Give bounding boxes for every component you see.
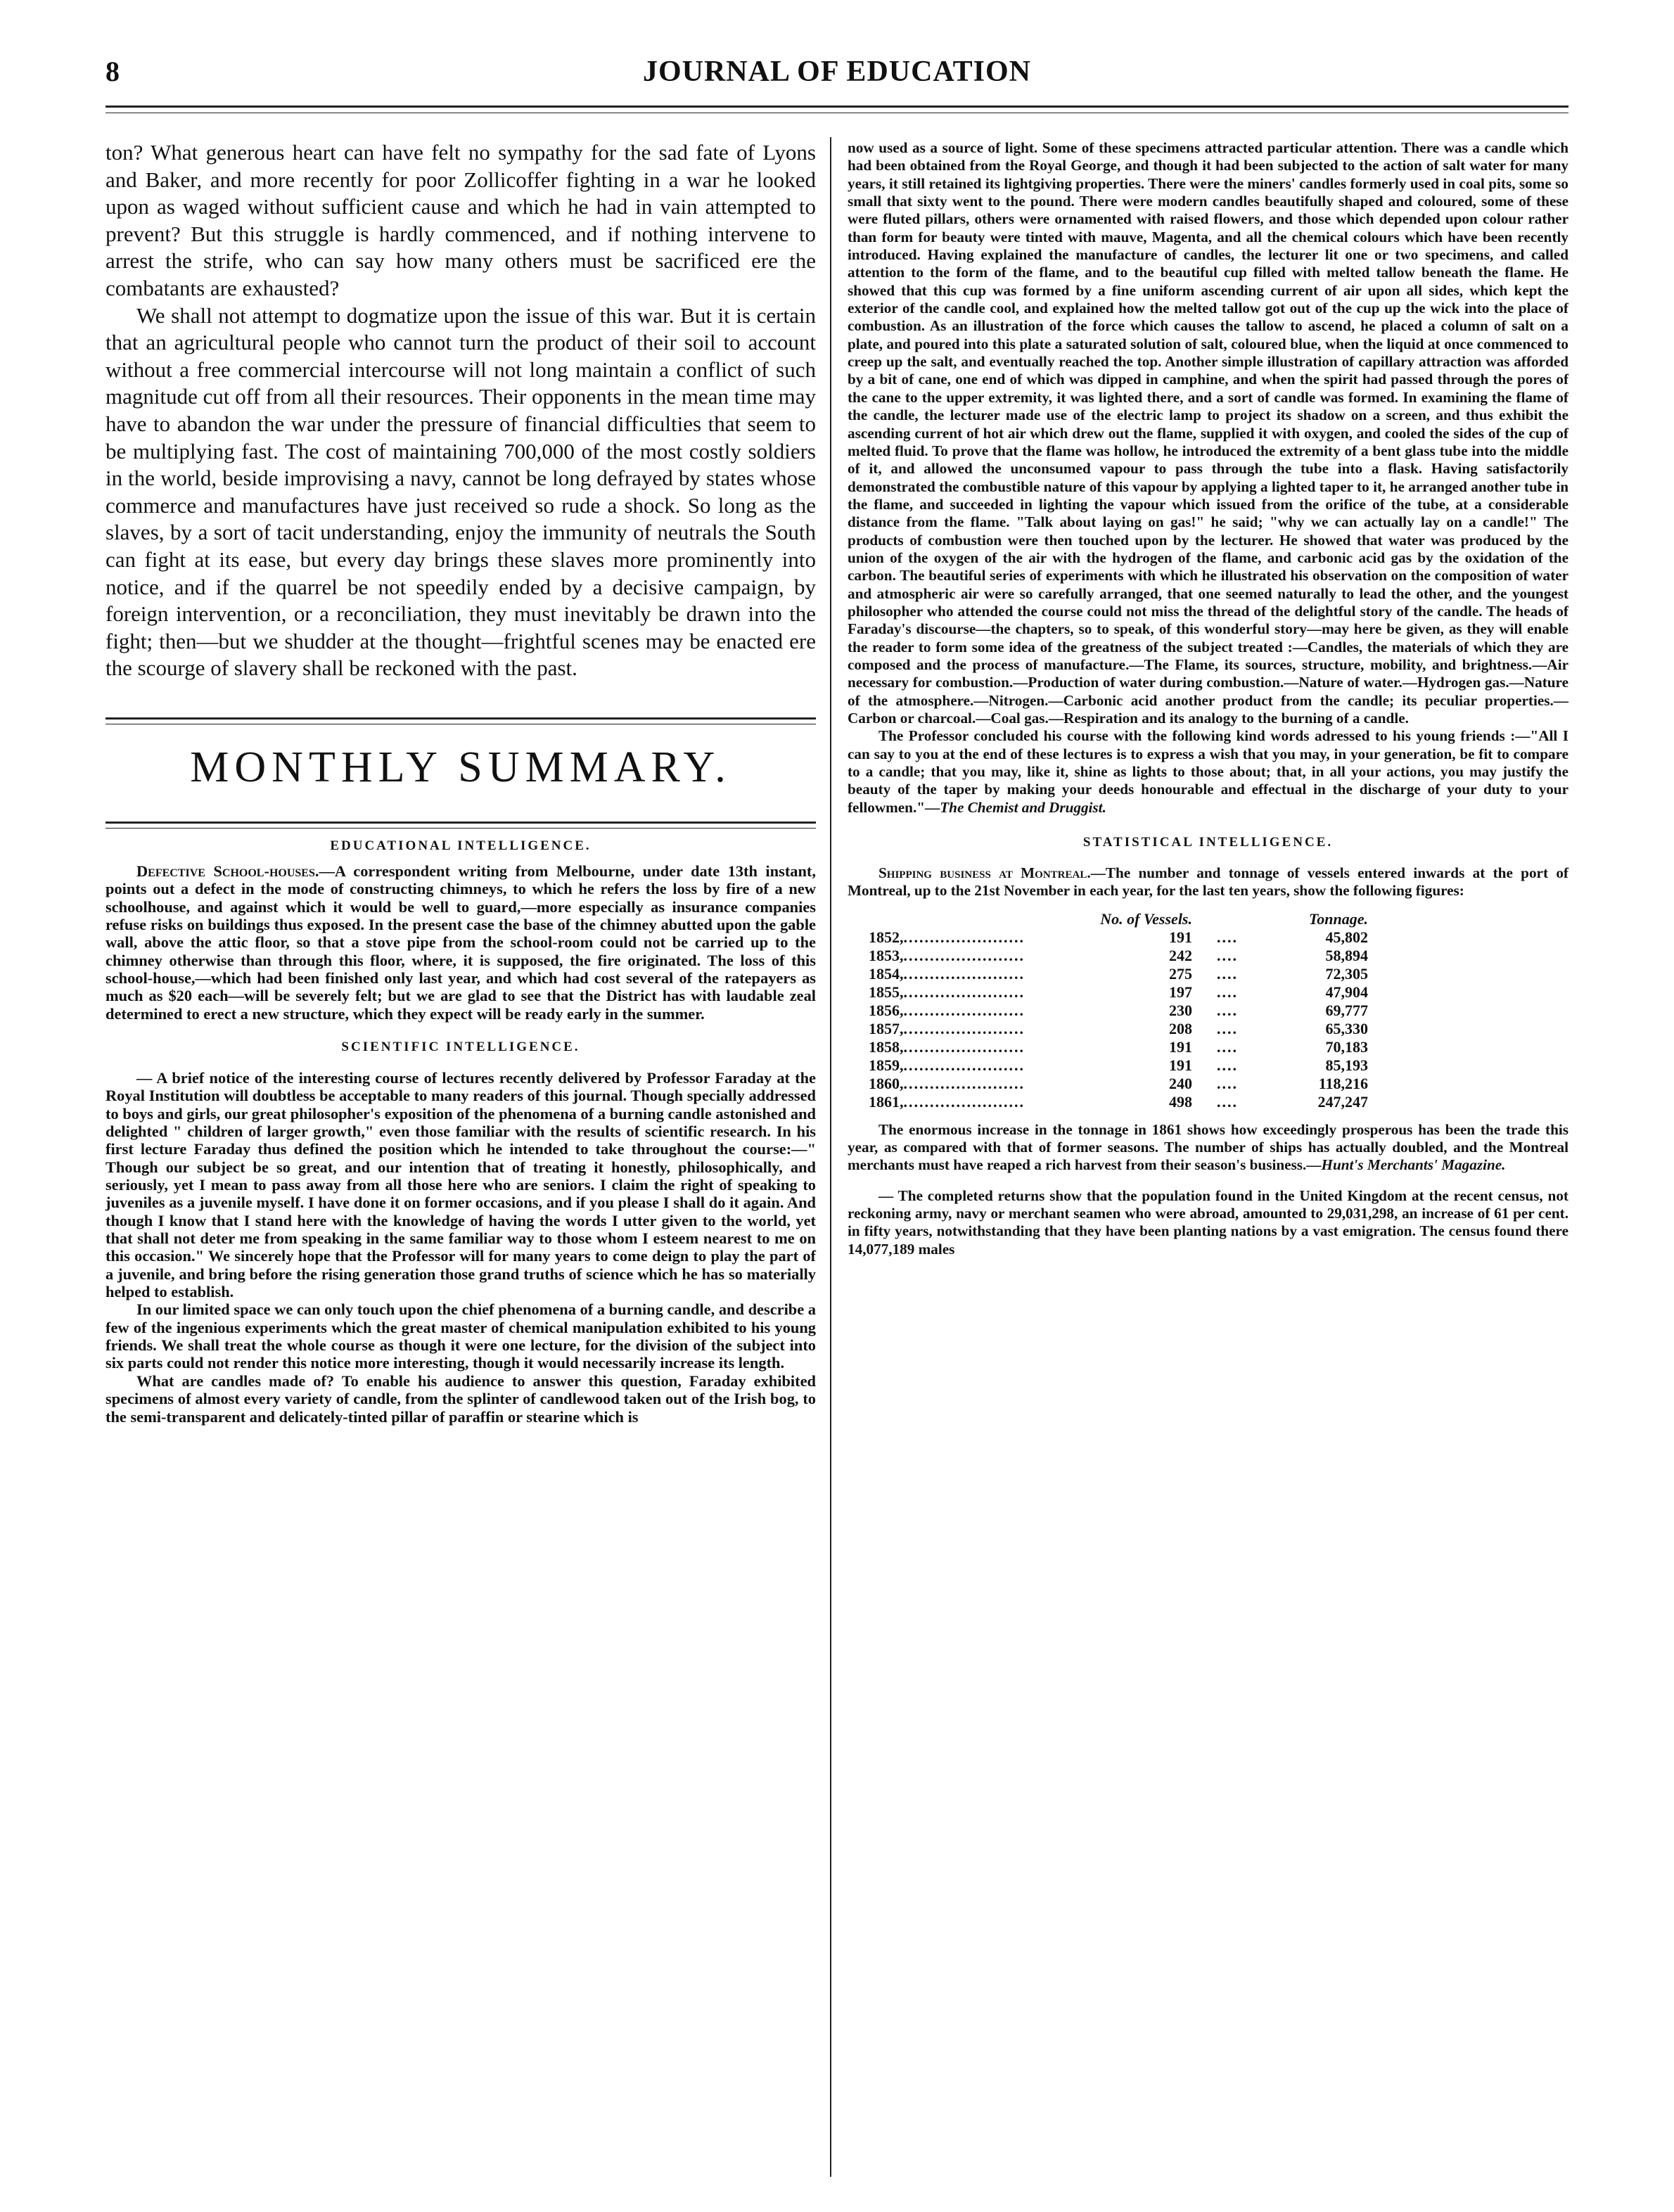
statistical-article (848, 864, 1568, 900)
shipping-row (869, 1056, 1368, 1075)
leader-dots: ....................... (903, 1056, 1025, 1074)
row-vessels: 242 (1169, 946, 1192, 964)
scientific-heading: SCIENTIFIC INTELLIGENCE. (341, 1039, 580, 1054)
census-paragraph: — The completed returns show that the population found in the United Kingdom at the recent census, not reckoning army, navy or merchant seamen who were abroad, amounted to 29,031,298, an increase of 61 per cent. in fifty years, notwithstanding that they have been planting nations by a vast emigration. The census found there 14,077,189 males (848, 1187, 1568, 1258)
leader-dots: ....................... (903, 964, 1025, 983)
leader-dots: ....................... (903, 1092, 1025, 1111)
row-sep: .... (1217, 1037, 1238, 1056)
row-tonnage: 85,193 (1325, 1056, 1368, 1074)
scientific-paragraph-3: What are candles made of? To enable his audience to answer this question, Faraday exhibited specimens of almost every variety of candle, from the splinter of candlewood taken out of the Irish bog, to the semi-transparent and delicately-tinted pillar of paraffin or stearine which is (106, 1372, 816, 1426)
leader-dots: ....................... (903, 1001, 1025, 1019)
section-title: MONTHLY SUMMARY. (190, 743, 731, 791)
right-column (848, 139, 1568, 1258)
faraday-continued (848, 139, 1568, 817)
row-year: 1852, (869, 928, 904, 946)
war-article (106, 139, 816, 682)
section-rule-bottom (106, 821, 816, 829)
shipping-row (869, 1002, 1368, 1020)
faraday-closing-text: The Professor concluded his course with the following kind words adressed to his young friends :—"All I can say to you at the end of these lectures is to express a wish that you may, in your generation, be fit to compare to a candle; that you may, like it, shine as lights to those about; that, in all your actions, you may justify the beauty of the taper by making your deeds honourable and effectual in the discharge of your duty to your fellowmen."— (848, 727, 1568, 816)
leader-dots: ....................... (903, 928, 1025, 946)
educational-text: —A correspondent writing from Melbourne, under date 13th instant, points out a defect in the mode of constructing chimneys, to which he refers the loss by fire of a new schoolhouse, and against which it would be well to guard,—more especially as insurance companies refuse risks on buildings thus exposed. In the present case the base of the chimney abutted upon the gable wall, above the attic floor, so that a stove pipe from the school-room could not be carried up to the chimney otherwise than through this floor, where, it is supposed, the fire originated. The loss of this school-house,—which had been finished only last year, and which had cost several of the ratepayers as much as $20 each—will be severely felt; but we are glad to see that the District has with laudable zeal determined to erect a new structure, which they expect will be ready early in the summer. (106, 862, 816, 1023)
war-paragraph-2: We shall not attempt to dogmatize upon the issue of this war. But it is certain that an agricultural people who cannot turn the product of their soil to account without a free commercial intercourse will not long maintain a conflict of such magnitude cut off from all their resources. Their opponents in the mean time may have to abandon the war under the pressure of financial difficulties that seem to be multiplying fast. The cost of maintaining 700,000 of the most costly soldiers in the world, beside improvising a navy, cannot be long defrayed by states whose commerce and manufactures have just received so rude a shock. So long as the slaves, by a sort of tacit understanding, enjoy the immunity of neutrals the South can fight at its ease, but every day brings these slaves more prominently into notice, and if the quarrel be not speedily ended by a decisive campaign, by foreign intervention, or a reconciliation, they must inevitably be drawn into the fight; then—but we shudder at the thought—frightful scenes may be enacted ere the scourge of slavery shall be reckoned with the past. (106, 302, 816, 681)
shipping-row (869, 1038, 1368, 1056)
row-tonnage: 58,894 (1325, 946, 1368, 964)
header-rule (106, 106, 1568, 108)
row-vessels: 240 (1169, 1074, 1192, 1092)
col-header-vessels: No. of Vessels. (1100, 909, 1192, 928)
war-paragraph-1: ton? What generous heart can have felt no sympathy for the sad fate of Lyons and Baker, and more recently for poor Zollicoffer fighting in a war he looked upon as waged without sufficient cause and which he had in vain attempted to prevent? But this struggle is hardly commenced, and if nothing intervene to arrest the strife, who can say how many others must be sacrificed ere the combatants are exhausted? (106, 140, 816, 300)
row-sep: .... (1217, 946, 1238, 964)
row-sep: .... (1217, 1074, 1238, 1092)
row-sep: .... (1217, 1056, 1238, 1074)
col-header-tonnage: Tonnage. (1308, 909, 1368, 928)
shipping-table-body (869, 928, 1368, 1111)
leader-dots: ....................... (903, 1037, 1025, 1056)
row-year: 1860, (869, 1074, 904, 1092)
running-title: JOURNAL OF EDUCATION (642, 56, 1032, 88)
row-tonnage: 45,802 (1325, 928, 1368, 946)
row-sep: .... (1217, 983, 1238, 1001)
scientific-paragraph-2: In our limited space we can only touch upon the chief phenomena of a burning candle, and describe a few of the ingenious experiments which the great master of chemical manipulation exhibited to his young friends. We shall treat the whole course as though it were one lecture, for the division of the subject into six parts could not render this notice more interesting, though it would necessarily increase its length. (106, 1300, 816, 1372)
row-year: 1857, (869, 1019, 904, 1037)
shipping-intro-text: —The number and tonnage of vessels entered inwards at the port of Montreal, up to the 21st November in each year, for the last ten years, show the following figures: (848, 864, 1568, 900)
shipping-table-header (869, 910, 1368, 928)
row-year: 1861, (869, 1092, 904, 1111)
row-sep: .... (1217, 1019, 1238, 1037)
row-year: 1856, (869, 1001, 904, 1019)
page-number: 8 (106, 56, 120, 87)
faraday-continued-paragraph: now used as a source of light. Some of these specimens attracted particular attention. There was a candle which had been obtained from the Royal George, and though it had been subjected to the action of salt water for many years, it still retained its lightgiving properties. There were the miners' candles formerly used in coal pits, some so small that sixty went to the pound. There were modern candles beautifully shaped and coloured, some of these were fluted pillars, others were ornamented with raised flowers, and those which depended upon colour rather than form for beauty were tinted with mauve, Magenta, and all the chemical colours which have been recently introduced. Having explained the manufacture of candles, the lecturer lit one or two specimens, and called attention to the form of the flame, and to the beautiful cup filled with melted tallow beneath the flame. He showed that this cup was formed by a fine uniform ascending current of air upon all sides, which kept the exterior of the candle cool, and explained how the melted tallow got out of the cup up the wick into the place of combustion. As an illustration of the force which causes the tallow to ascend, he placed a column of salt on a plate, and poured into this plate a saturated solution of salt, coloured blue, when the liquid at once commenced to creep up the salt, and eventually reached the top. Another simple illustration of capillary attraction was afforded by a bit of cane, one end of which was dipped in camphine, and when the spirit had passed through the pores of the cane to the upper extremity, it was lighted there, and a sort of candle was formed. In examining the flame of the candle, the lecturer made use of the electric lamp to project its shadow on a screen, and thus exhibit the ascending current of hot air which drew out the flame, supplied it with oxygen, and cooled the sides of the cup of melted fluid. To prove that the flame was hollow, he introduced the extremity of a bent glass tube into the middle of it, and allowed the unconsumed vapour to pass through the tube into a flask. Having satisfactorily demonstrated the combustible nature of this vapour by applying a lighted taper to it, he arranged another tube in the flame, and succeeded in lighting the vapour which issued from the orifice of the tube, at a considerable distance from the flame. "Talk about laying on gas!" he said; "why we can actually lay on a candle!" The products of combustion were then touched upon by the lecturer. He showed that water was produced by the union of the oxygen of the air with the hydrogen of the flame, and carbonic acid gas by the oxidation of the carbon. The beautiful series of experiments with which he illustrated his observation on the composition of water and atmospheric air were so carefully arranged, that one seemed naturally to lead the other, and the youngest philosopher who attended the course could not miss the thread of the delightful story of the candle. The heads of Faraday's discourse—the chapters, so to speak, of this wonderful story—may here be given, as they will enable the reader to form some idea of the greatness of the subject treated :—Candles, the materials of which they are composed and the process of manufacture.—The Flame, its sources, structure, mobility, and brightness.—Air necessary for combustion.—Production of water during combustion.—Nature of water.—Hydrogen gas.—Nature of the atmosphere.—Nitrogen.—Carbonic acid another product from the candle; its peculiar properties.—Carbon or charcoal.—Coal gas.—Respiration and its analogy to the burning of a candle. (848, 139, 1568, 727)
shipping-analysis-text: The enormous increase in the tonnage in 1861 shows how exceedingly prosperous has been the trade this year, as compared with that of former seasons. The number of ships has actually doubled, and the Montreal merchants must have reaped a rich harvest from their season's business.— (848, 1120, 1568, 1174)
shipping-row (869, 1093, 1368, 1111)
row-vessels: 191 (1169, 1056, 1192, 1074)
row-year: 1853, (869, 946, 904, 964)
section-rule-top (106, 717, 816, 724)
shipping-row (869, 1020, 1368, 1038)
shipping-intro (848, 864, 1568, 900)
shipping-row (869, 983, 1368, 1002)
scientific-paragraph-1: — A brief notice of the interesting course of lectures recently delivered by Professor Faraday at the Royal Institution will doubtless be acceptable to many readers of this journal. Though specially addressed to boys and girls, our great philosopher's exposition of the phenomena of a burning candle astonished and delighted " children of larger growth," even those familiar with the results of scientific research. In his first lecture Faraday thus defined the position which he intended to take throughout the course:—" Though our subject be so great, and our intention that of treating it honestly, philosophically, and seriously, yet I mean to pass away from all those here who are seniors. I claim the right of speaking to juveniles as a juvenile myself. I have done it on former occasions, and if you please I shall do it again. And though I know that I stand here with the knowledge of having the words I utter given to the world, yet that shall not deter me from speaking in the same familiar way to those whom I esteem nearest to me on this occasion." We sincerely hope that the Professor will for many years to come deign to play the part of a juvenile, and bring before the rising generation those grand truths of science which he has so materially helped to establish. (106, 1068, 816, 1301)
row-year: 1855, (869, 983, 904, 1001)
faraday-closing-paragraph (848, 727, 1568, 817)
scientific-article (106, 1069, 816, 1426)
row-vessels: 208 (1169, 1019, 1192, 1037)
leader-dots: ....................... (903, 946, 1025, 964)
row-sep: .... (1217, 964, 1238, 983)
row-tonnage: 247,247 (1317, 1092, 1368, 1111)
row-year: 1854, (869, 964, 904, 983)
row-tonnage: 118,216 (1318, 1074, 1368, 1092)
shipping-analysis-paragraph (848, 1121, 1568, 1175)
row-vessels: 191 (1169, 928, 1192, 946)
shipping-table (869, 910, 1368, 1111)
faraday-closing-source: The Chemist and Druggist. (940, 798, 1106, 816)
statistical-heading: STATISTICAL INTELLIGENCE. (1082, 835, 1334, 850)
row-vessels: 275 (1169, 964, 1192, 983)
row-year: 1859, (869, 1056, 904, 1074)
left-column (106, 139, 816, 1426)
shipping-analysis-source: Hunt's Merchants' Magazine. (1321, 1156, 1506, 1174)
row-year: 1858, (869, 1037, 904, 1056)
row-vessels: 191 (1169, 1037, 1192, 1056)
shipping-row (869, 928, 1368, 947)
row-sep: .... (1217, 928, 1238, 946)
row-vessels: 498 (1169, 1092, 1192, 1111)
shipping-row (869, 1075, 1368, 1093)
row-tonnage: 65,330 (1325, 1019, 1368, 1037)
shipping-row (869, 965, 1368, 983)
row-sep: .... (1217, 1001, 1238, 1019)
row-tonnage: 69,777 (1325, 1001, 1368, 1019)
shipping-row (869, 947, 1368, 965)
educational-paragraph (106, 862, 816, 1023)
leader-dots: ....................... (903, 1074, 1025, 1092)
row-tonnage: 47,904 (1325, 983, 1368, 1001)
educational-heading: EDUCATIONAL INTELLIGENCE. (330, 838, 592, 853)
row-tonnage: 70,183 (1325, 1037, 1368, 1056)
educational-lead-in: Defective School-houses. (136, 862, 319, 880)
row-tonnage: 72,305 (1325, 964, 1368, 983)
column-divider (830, 137, 831, 2177)
row-vessels: 230 (1169, 1001, 1192, 1019)
row-vessels: 197 (1169, 983, 1192, 1001)
row-sep: .... (1217, 1092, 1238, 1111)
shipping-lead-in: Shipping business at Montreal. (878, 864, 1091, 882)
educational-article (106, 862, 816, 1023)
shipping-analysis (848, 1121, 1568, 1258)
leader-dots: ....................... (903, 983, 1025, 1001)
leader-dots: ....................... (903, 1019, 1025, 1037)
